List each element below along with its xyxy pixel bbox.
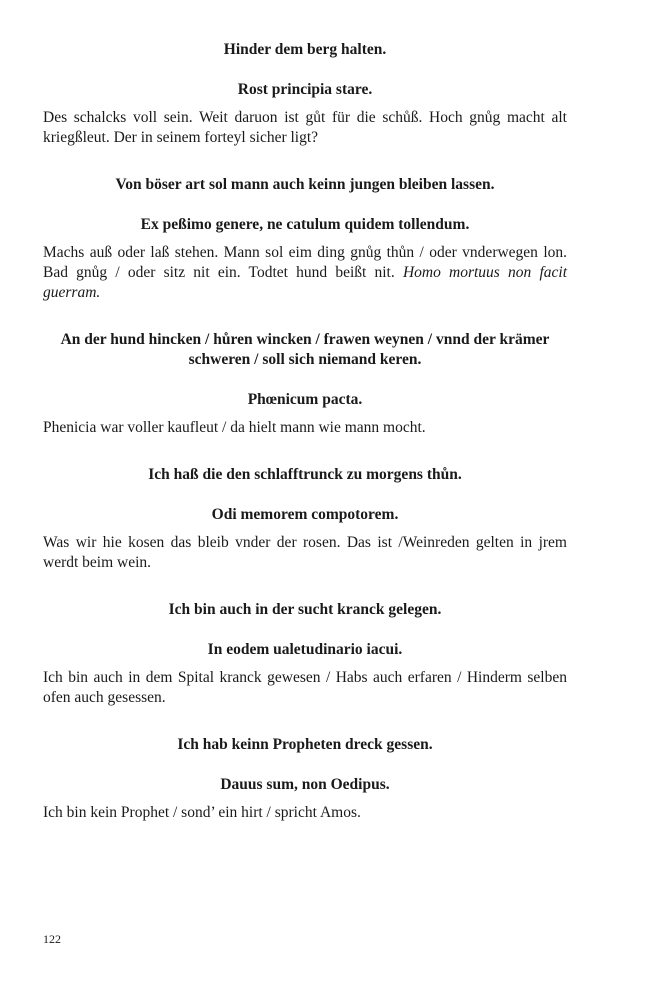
page-content [43, 40, 567, 850]
latin-heading: Dauus sum, non Oedipus. [220, 776, 390, 793]
commentary-text: Ich bin auch in dem Spital kranck gewesen / Habs auch erfaren / Hinderm selben ofen auch gesessen. [43, 669, 567, 706]
german-heading: Hinder dem berg halten. [223, 41, 387, 58]
commentary-text: Des schalcks voll sein. Weit daruon ist gůt für die schůß. Hoch gnůg macht alt kriegßleut. Der in seinem forteyl sicher ligt? [43, 109, 567, 146]
proverb-entry [43, 735, 567, 823]
commentary-text [43, 243, 567, 303]
latin-heading: In eodem ualetudinario iacui. [207, 641, 403, 658]
german-heading: Von böser art sol mann auch keinn jungen bleiben lassen. [115, 176, 495, 193]
german-heading: Ich haß die den schlafftrunck zu morgens thůn. [148, 466, 462, 483]
proverb-entry [43, 600, 567, 708]
german-heading: An der hund hincken / hůren wincken / frawen weynen / vnnd der krämer schweren / soll sich niemand keren. [60, 331, 550, 368]
proverb-entry [43, 330, 567, 438]
german-heading: Ich hab keinn Propheten dreck gessen. [177, 736, 433, 753]
latin-heading: Phœnicum pacta. [247, 391, 363, 408]
proverb-entry [43, 465, 567, 573]
latin-heading: Ex peßimo genere, ne catulum quidem tollendum. [140, 216, 470, 233]
page-number: 122 [43, 932, 61, 946]
latin-heading: Odi memorem compotorem. [211, 506, 399, 523]
commentary-italic: Homo mortuus non facit guerram. [43, 264, 568, 301]
commentary-text: Phenicia war voller kaufleut / da hielt mann wie mann mocht. [43, 419, 426, 436]
proverb-entry [43, 175, 567, 303]
commentary-text: Was wir hie kosen das bleib vnder der rosen. Das ist /Weinreden gelten in jrem werdt beim wein. [43, 534, 567, 571]
commentary-plain: Machs auß oder laß stehen. Mann sol eim ding gnůg thůn / oder vnderwegen lon. Bad gnůg / oder sitz nit ein. Todtet hund beißt nit. [43, 244, 567, 281]
proverb-entry [43, 40, 567, 148]
latin-heading: Rost principia stare. [237, 81, 373, 98]
german-heading: Ich bin auch in der sucht kranck gelegen. [168, 601, 442, 618]
commentary-text: Ich bin kein Prophet / sond’ ein hirt / spricht Amos. [43, 804, 361, 821]
